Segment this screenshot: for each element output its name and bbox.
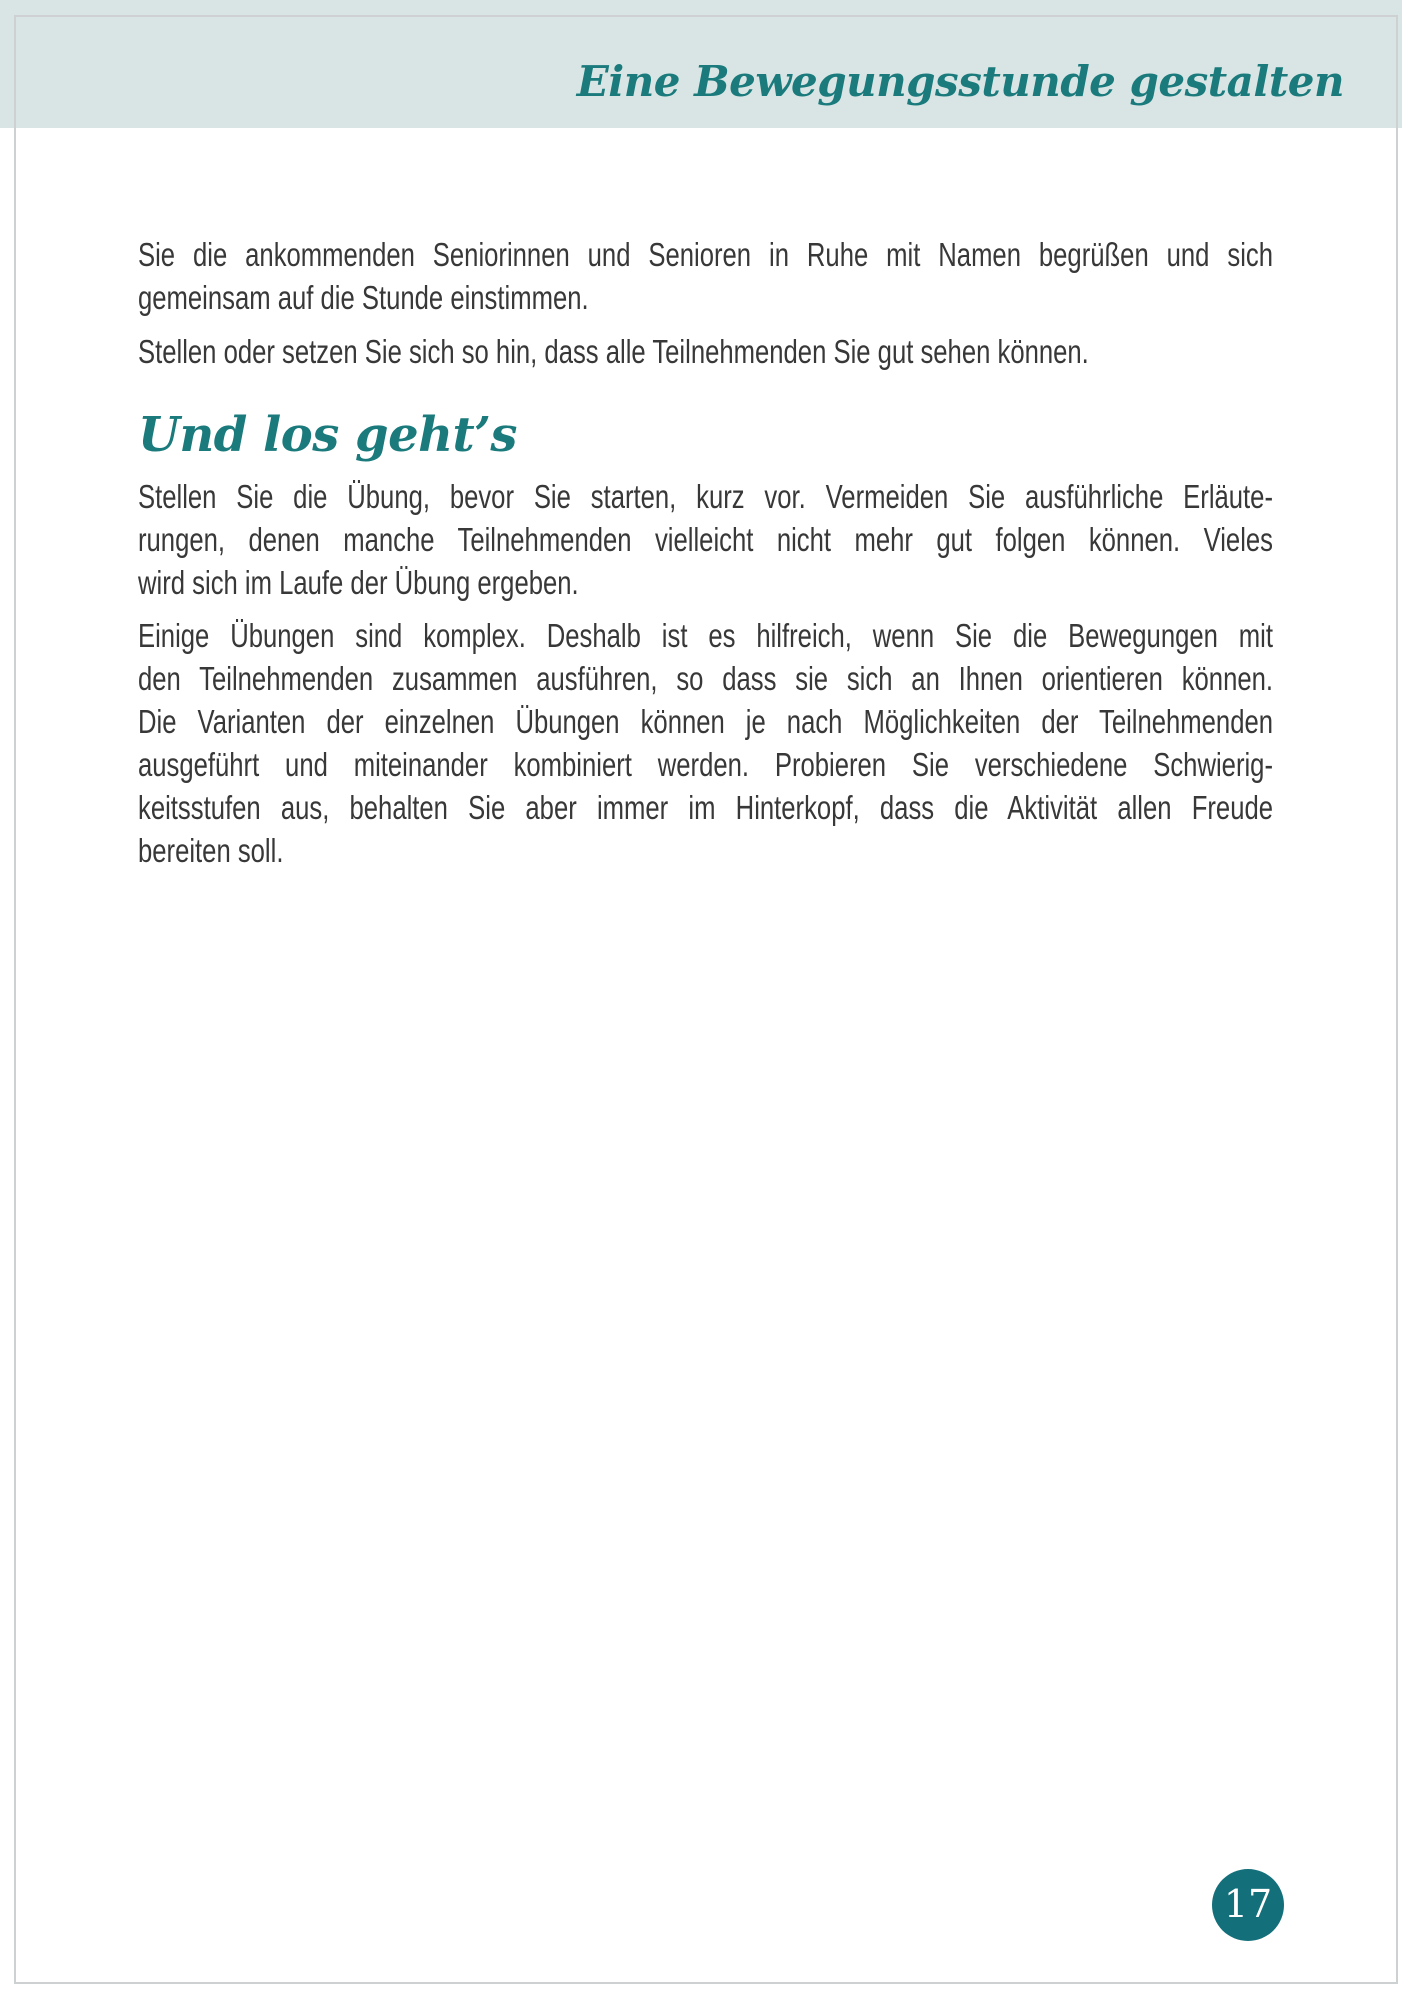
page-number: 17 <box>1223 1882 1273 1926</box>
page-number-badge <box>1212 1869 1284 1941</box>
intro-text-block <box>138 233 1273 373</box>
page-content <box>138 233 1273 872</box>
header-band <box>0 0 1402 128</box>
text-line: Die Varianten der einzelnen Übungen können je nach Möglichkeiten der Teilnehmenden <box>138 703 1274 740</box>
section-text-block <box>138 475 1273 872</box>
section-heading: Und los geht’s <box>138 407 517 463</box>
text-line: ausgeführt und miteinander kombiniert werden. Probieren Sie verschiedene Schwierig- <box>138 746 1274 783</box>
text-line: rungen, denen manche Teilnehmenden vielleicht nicht mehr gut folgen können. Vieles <box>138 521 1274 558</box>
text-line: Stellen Sie die Übung, bevor Sie starten, kurz vor. Vermeiden Sie ausführliche Erläute- <box>138 478 1274 515</box>
chapter-title: Eine Bewegungsstunde gestalten <box>576 57 1344 106</box>
text-line: keitsstufen aus, behalten Sie aber immer im Hinterkopf, dass die Aktivität allen Freude <box>138 789 1274 826</box>
text-line: Stellen oder setzen Sie sich so hin, dass alle Teilnehmenden Sie gut sehen können. <box>138 333 1089 370</box>
paragraph <box>138 614 1273 872</box>
paragraph <box>138 475 1273 604</box>
text-line: bereiten soll. <box>138 832 284 869</box>
text-line: wird sich im Laufe der Übung ergeben. <box>138 564 579 601</box>
text-line: Einige Übungen sind komplex. Deshalb ist es hilfreich, wenn Sie die Bewegungen mit <box>138 617 1274 654</box>
text-line: gemeinsam auf die Stunde einstimmen. <box>138 279 589 316</box>
paragraph <box>138 233 1273 319</box>
text-line: den Teilnehmenden zusammen ausführen, so dass sie sich an Ihnen orientieren können. <box>138 660 1274 697</box>
paragraph <box>138 330 1273 373</box>
text-line: Sie die ankommenden Seniorinnen und Senioren in Ruhe mit Namen begrüßen und sich <box>138 236 1274 273</box>
